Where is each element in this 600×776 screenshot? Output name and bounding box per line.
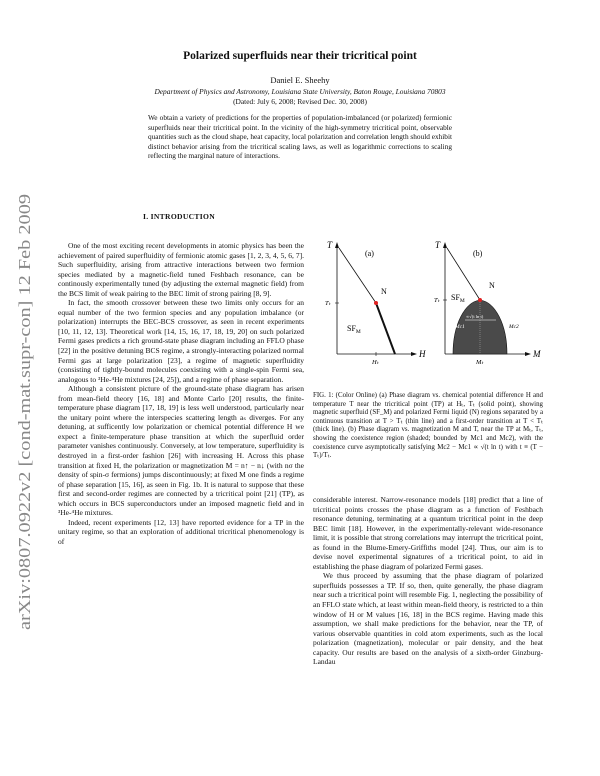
- region-label-sf-a: $SF_M$: [347, 324, 361, 335]
- panel-a: [325, 240, 426, 366]
- axis-label-h-a: H: [419, 349, 426, 359]
- axis-label-t-b: T: [435, 240, 441, 250]
- axis-label-m-b: M: [533, 349, 541, 359]
- region-label-n-b: N: [489, 281, 495, 290]
- column-right: [313, 495, 543, 667]
- paragraph: In fact, the smooth crossover between these two limits only occurs for an equal number of the two fermion species and any population imbalance (or polarization) interrupts the BEC-BCS crossover, as seen in recent experiments [10, 11, 12, 13]. Theoretical work [14, 15, 16, 17, 18, 19, 20] on such polarized Fermi gases predicts a rich ground-state phase diagram including an FFLO phase [22] in the positive detuning BCS regime, a strongly-interacting polarized normal Fermi gas at large polarization [23], a regime of magnetic superfluidity (consisting of tightly-bound molecules coexisting with a single-spin Fermi sea, analogous to ³He-⁴He mixtures [24, 25]), and a regime of phase separation.: [58, 298, 304, 384]
- axis-arrow-m-b: [525, 352, 531, 356]
- tick-label-tt-b: Tₜ: [434, 297, 440, 304]
- axis-arrow-t-b: [443, 242, 447, 248]
- panel-label-b: (b): [473, 249, 483, 258]
- coexistence-label: ∝√(t ln t): [466, 314, 484, 319]
- tricritical-point-b: [478, 298, 482, 302]
- tick-label-tt-a: Tₜ: [325, 300, 331, 307]
- paragraph-continued: considerable interest. Narrow-resonance models [18] predict that a line of tricritical points crosses the phase diagram as a function of Feshbach resonance detuning, terminating at a quantum tricritical point in the deep BEC limit [18]. However, in the experimentally-relevant wide-resonance limit, it is possible that strong correlations may interrupt the tricritical point, as found in the Blume-Emery-Griffiths model [24]. Thus, our aim is to devise novel experimental signatures of a tricritical point, to aid in establishing the phase diagram of polarized Fermi gases.: [313, 495, 543, 571]
- tick-label-mt-b: Mₜ: [476, 359, 484, 366]
- paper-title: Polarized superfluids near their tricritical point: [183, 50, 417, 62]
- column-left: [58, 241, 304, 547]
- tricritical-point-a: [374, 301, 378, 305]
- tick-label-mc2: Mc2: [509, 324, 519, 330]
- arxiv-stamp: [6, 190, 40, 630]
- date-line: (Dated: July 6, 2008; Revised Dec. 30, 2008): [233, 97, 367, 106]
- svg-text:arXiv:0807.0922v2 [cond-mat.s: arXiv:0807.0922v2 [cond-mat.supr-con] 12 Feb 2009: [15, 264, 34, 630]
- figure-caption: FIG. 1: (Color Online) (a) Phase diagram vs. chemical potential difference H and temperature T near the tricritical point (TP) at Hₜ, Tₜ (solid point), showing magnetic superfluid (SF_M) and polarized Fermi liquid (N) regions separated by a continuous transition at T > Tₜ (thin line) and a first-order transition at T < Tₜ (thick line). (b) Phase diagram vs. magnetization M and T, near the TP at Mₜ, Tₜ, showing the coexistence region (shaded; bounded by Mc1 and Mc2), with the coexistence curve asymptotically satisfying Mc2 − Mc1 ∝ √(t ln t) with t ≡ (T − Tₜ)/Tₜ.: [313, 392, 543, 460]
- panel-b: [434, 240, 541, 366]
- paragraph: We thus proceed by assuming that the phase diagram of polarized superfluids possesses a TP. If so, then, quite generally, the phase diagram near such a tricritical point will resemble Fig. 1, neglecting the possibility of an FFLO state which, at least within mean-field theory, is restricted to a thin window of H or M values [16, 18] in the BCS regime. Having made this assumption, we shall make predictions for the behavior, near the TP, of various observable quantities in cold atom experiments, such as the local polarization (magnetization), molecular or pair density, and the heat capacity. Our results are based on the analysis of a sixth-order Ginzburg-Landau: [313, 571, 543, 667]
- affiliation: Department of Physics and Astronomy, Louisiana State University, Baton Rouge, Louisiana 70803: [154, 87, 446, 96]
- figure-1: [313, 236, 543, 386]
- axis-label-t-a: T: [327, 240, 333, 250]
- tick-label-mc1: Mc1: [455, 324, 465, 330]
- panel-label-a: (a): [365, 249, 374, 258]
- region-label-n-a: N: [381, 287, 387, 296]
- axis-arrow-h-a: [411, 352, 417, 356]
- axis-arrow-t-a: [335, 242, 339, 248]
- section-heading: I. INTRODUCTION: [142, 212, 215, 221]
- author: Daniel E. Sheehy: [270, 75, 330, 85]
- region-label-sf-b: $SF_M$: [451, 293, 465, 304]
- abstract: We obtain a variety of predictions for the properties of population-imbalanced (or polarized) fermionic superfluids near their tricritical point. In the vicinity of the high-symmetry tricritical point, observable quantities such as the cloud shape, heat capacity, local polarization and correlation length should exhibit distinct behavior arising from the tricritical scaling laws, as well as logarithmic corrections to scaling reflecting the marginal nature of interactions.: [148, 113, 452, 161]
- paragraph: One of the most exciting recent developments in atomic physics has been the achievement of paired superfluidity of fermionic atomic gases [1, 2, 3, 4, 5, 6, 7]. Such superfluidity, arising from attractive interactions between two fermion species mediated by a magnetic-field tuned Feshbach resonance, can be continously experimentally tuned (by adjusting the external magnetic field) from the BCS limit of weak pairing to the BEC limit of strong pairing [8, 9].: [58, 241, 304, 298]
- paragraph: Indeed, recent experiments [12, 13] have reported evidence for a TP in the unitary regime, so that an exploration of additional tricritical phenomenology is of: [58, 517, 304, 546]
- tick-label-ht-a: Hₜ: [372, 359, 379, 366]
- paragraph: Although a consistent picture of the ground-state phase diagram has arisen from mean-field theory [16, 18] and Monte Carlo [20] results, the finite-temperature phase diagram [17, 18, 19] is less well understood, particularly near the unitary point where the interspecies scattering length aₛ diverges. For any detuning, at sufficently low polarization or chemical potential difference H we expect a finite-temperature phase transition at which the superfluid order parameter vanishes continuously. Conversely, at low temperature, superfluidity is destroyed in a first-order fashion [26] with increasing H. Across this phase transition at fixed H, the polarization or magnetization M = n↑ − n↓ (with nσ the density of spin-σ fermions) jumps discontinuously; at fixed M one finds a regime of phase separation [15, 16], as seen in Fig. 1b. It is natural to suppose that these first and second-order regimes are connected by a tricritical point [21] (TP), as which occurs in BCS superconductors under an imposed magnetic field and in ³He-⁴He mixtures.: [58, 384, 304, 518]
- first-order-line: [376, 303, 395, 354]
